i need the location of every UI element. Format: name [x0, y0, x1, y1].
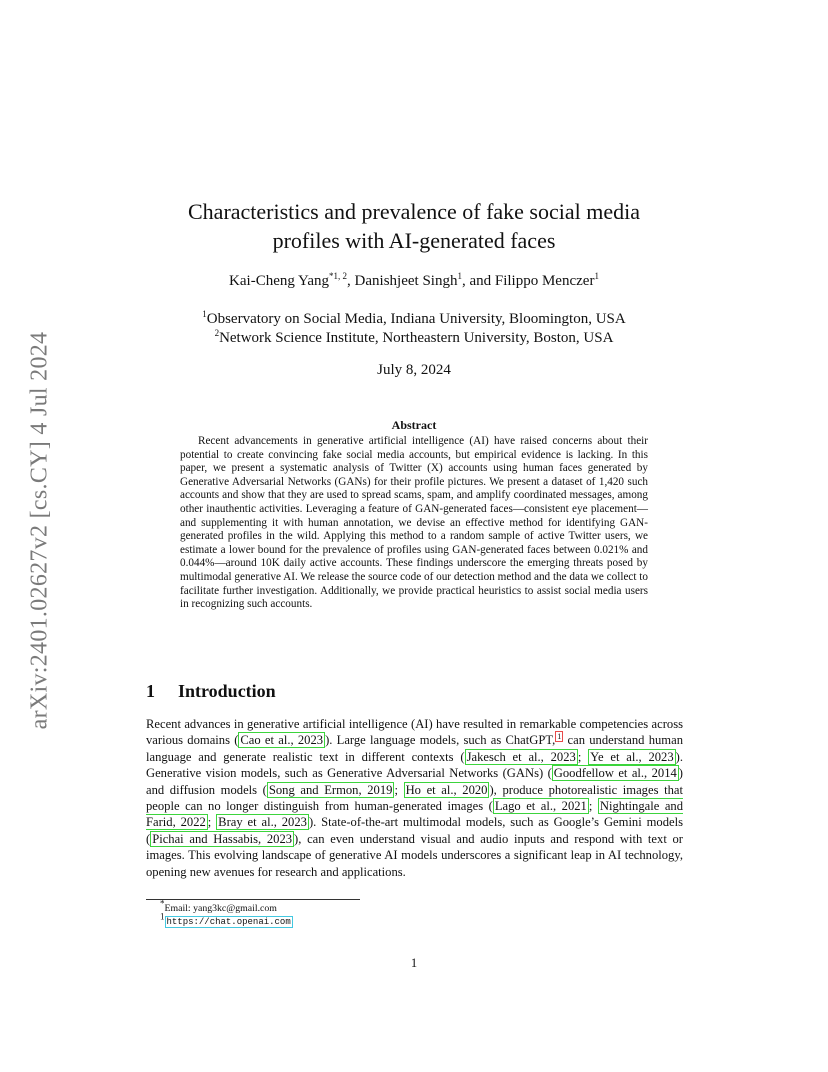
citation-link[interactable]: Pichai and Hassabis, 2023 — [152, 831, 293, 846]
publication-date: July 8, 2024 — [377, 362, 451, 378]
introduction-paragraph — [146, 716, 683, 880]
intro-text-run: ; — [577, 749, 589, 764]
intro-text-run: Recent advances in generative artificial intelligence (AI) have resulted in remarkable competencies across various domains ( — [146, 717, 683, 748]
footnotes — [160, 898, 293, 928]
citation-link[interactable]: Song and Ermon, 2019 — [268, 782, 393, 797]
author-3: Filippo Menczer — [494, 273, 595, 289]
author-2-affiliation-mark: 1 — [457, 271, 462, 281]
intro-text-run: ; — [207, 815, 217, 830]
citation-link[interactable]: Jakesch et al., 2023 — [466, 749, 576, 764]
author-separator: , and — [461, 273, 495, 289]
citation-link[interactable]: Nightingale and Farid, 2022 — [146, 799, 683, 830]
citation-link[interactable]: Goodfellow et al., 2014 — [553, 766, 677, 781]
citation-link[interactable]: Ye et al., 2023 — [590, 749, 674, 764]
page-number: 1 — [410, 956, 418, 970]
abstract-text: Recent advancements in generative artificial intelligence (AI) have raised concerns about their potential to create convincing fake social media accounts, but empirical evidence is lacking. In this paper, we present a systematic analysis of Twitter (X) accounts using human faces generated by Generative Adversarial Networks (GANs) for their profile pictures. We present a dataset of 1,420 such accounts and show that they are used to spread scams, spam, and amplify coordinated messages, among other inauthentic activities. Leveraging a feature of GAN-generated faces—consistent eye placement—and supplementing it with human annotation, we devise an effective method for identifying GAN-generated profiles in the wild. Applying this method to a random sample of active Twitter users, we estimate a lower bound for the prevalence of profiles using GAN-generated faces between 0.021% and 0.044%—around 10K daily active accounts. These findings underscore the emerging threats posed by multimodal generative AI. We release the source code of our detection method and the data we collect to facilitate further investigation. Additionally, we provide practical heuristics to assist social media users in recognizing such accounts. — [180, 435, 648, 611]
affiliation-1 — [146, 310, 682, 329]
intro-text-run: ; — [394, 782, 404, 797]
intro-text-run: ) and diffusion models ( — [146, 766, 683, 797]
author-1-affiliation-mark: *1, 2 — [329, 271, 348, 281]
abstract-heading: Abstract — [391, 418, 437, 432]
section-title: Introduction — [178, 681, 276, 701]
affiliation-1-text: Observatory on Social Media, Indiana University, Bloomington, USA — [206, 311, 626, 327]
intro-text — [146, 716, 683, 880]
affiliation-1-mark: 1 — [202, 309, 207, 319]
footnote-email — [160, 898, 293, 916]
author-1: Kai-Cheng Yang — [229, 273, 330, 289]
chatgpt-url-link[interactable]: https://chat.openai.com — [166, 916, 291, 927]
citation-link[interactable]: Bray et al., 2023 — [218, 815, 307, 830]
author-separator: , — [347, 273, 355, 289]
section-number: 1 — [146, 681, 155, 701]
title-line-1: Characteristics and prevalence of fake social media — [188, 199, 640, 224]
footnote-divider — [146, 899, 360, 900]
footnote-link[interactable]: 1 — [557, 732, 562, 742]
intro-text-run: ; — [588, 799, 598, 814]
arxiv-sidebar-stamp — [14, 300, 66, 760]
paper-title — [146, 197, 682, 255]
author-2: Danishjeet Singh — [354, 273, 458, 289]
citation-link[interactable]: Lago et al., 2021 — [494, 799, 587, 814]
affiliation-2-text: Network Science Institute, Northeastern University, Boston, USA — [219, 330, 614, 346]
footnote-star-mark: * — [160, 898, 165, 909]
intro-text-run: ). Large language models, such as ChatGPT, — [325, 733, 556, 748]
affiliation-2-mark: 2 — [214, 328, 220, 338]
footnote-1-mark: 1 — [160, 911, 165, 922]
footnote-email-text: Email: yang3kc@gmail.com — [164, 903, 277, 914]
arxiv-identifier: arXiv:2401.02627v2 [cs.CY] 4 Jul 2024 — [26, 331, 53, 729]
intro-text-run: ), can even understand visual and audio inputs and respond with text or images. This evolving landscape of generative AI models underscores a significant leap in AI technology, opening new avenues for research and applications. — [146, 831, 683, 879]
intro-text-run: ). Generative vision models, such as Generative Adversarial Networks (GANs) ( — [146, 749, 683, 781]
intro-text-run: can understand human language and generate realistic text in different contexts ( — [146, 733, 683, 764]
affiliations — [146, 310, 682, 348]
affiliation-2 — [146, 329, 682, 348]
title-line-2: profiles with AI-generated faces — [272, 228, 556, 253]
author-list — [146, 271, 682, 291]
intro-text-run: ). State-of-the-art multimodal models, such as Google’s Gemini models ( — [146, 815, 683, 846]
author-3-affiliation-mark: 1 — [594, 271, 599, 281]
citation-link[interactable]: Cao et al., 2023 — [240, 733, 324, 748]
abstract-body — [180, 435, 648, 612]
footnote-url — [160, 911, 293, 929]
citation-link[interactable]: Ho et al., 2020 — [405, 782, 488, 797]
intro-text-run: ), produce photorealistic images that people can no longer distinguish from human-generated images ( — [146, 782, 683, 814]
section-heading — [146, 681, 276, 702]
